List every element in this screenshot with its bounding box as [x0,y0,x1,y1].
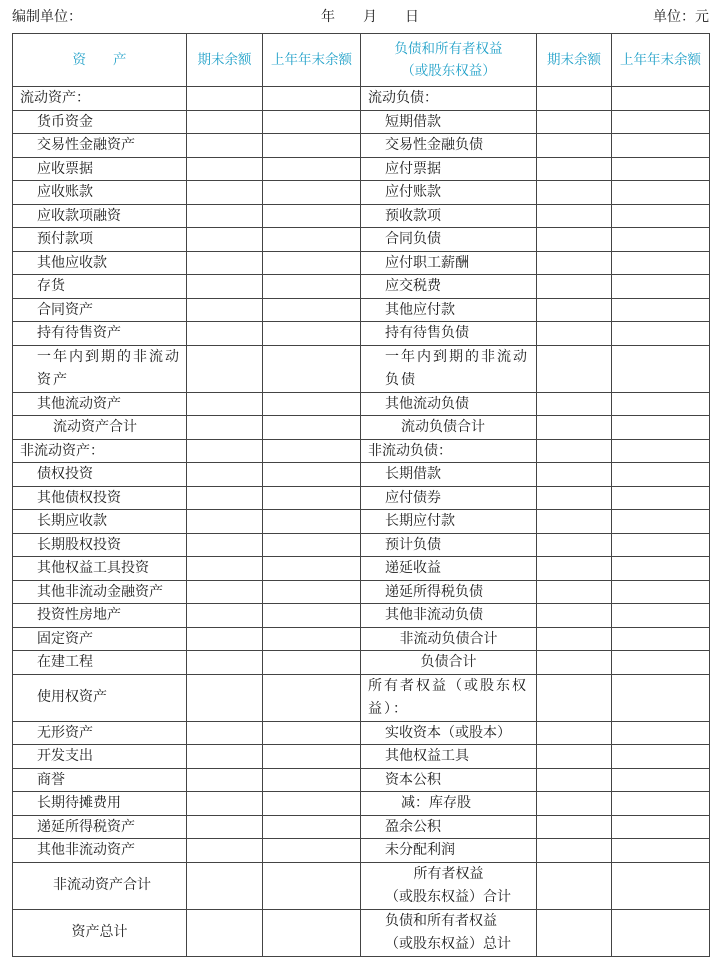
value-cell[interactable] [537,345,612,392]
equity-item: 未分配利润 [361,839,537,863]
asset-item: 固定资产 [13,627,187,651]
value-cell[interactable] [612,157,710,181]
value-cell[interactable] [187,322,263,346]
value-cell[interactable] [263,839,361,863]
table-row [13,674,710,721]
value-cell[interactable] [612,745,710,769]
value-cell[interactable] [537,134,612,158]
liability-subtotal: 流动负债合计 [361,416,537,440]
value-cell[interactable] [263,909,361,956]
value-cell[interactable] [187,815,263,839]
value-cell[interactable] [537,745,612,769]
liability-item: 应付职工薪酬 [361,251,537,275]
col-liabilities-equity [361,34,537,87]
value-cell[interactable] [537,251,612,275]
value-cell[interactable] [537,557,612,581]
value-cell[interactable] [537,110,612,134]
col-end-balance-2: 期末余额 [537,34,612,87]
value-cell[interactable] [537,228,612,252]
table-row [13,87,710,111]
value-cell[interactable] [263,815,361,839]
liability-item: 应付债券 [361,486,537,510]
value-cell[interactable] [537,815,612,839]
value-cell[interactable] [537,721,612,745]
value-cell[interactable] [537,792,612,816]
value-cell[interactable] [537,204,612,228]
value-cell[interactable] [537,580,612,604]
value-cell[interactable] [612,204,710,228]
value-cell[interactable] [612,87,710,111]
liability-item: 一年内到期的非流动负债 [361,345,537,392]
value-cell[interactable] [187,510,263,534]
value-cell[interactable] [187,486,263,510]
value-cell[interactable] [537,768,612,792]
value-cell[interactable] [612,604,710,628]
col-prior-balance-2: 上年年末余额 [612,34,710,87]
table-row [13,815,710,839]
value-cell[interactable] [612,392,710,416]
asset-item: 非流动资产： [13,439,187,463]
table-row [13,439,710,463]
asset-item: 投资性房地产 [13,604,187,628]
value-cell[interactable] [612,322,710,346]
liability-item: 长期应付款 [361,510,537,534]
asset-item: 开发支出 [13,745,187,769]
table-row [13,157,710,181]
asset-item: 商誉 [13,768,187,792]
value-cell[interactable] [263,463,361,487]
value-cell[interactable] [263,157,361,181]
col-liabilities-line1: 负债和所有者权益 [394,41,503,57]
value-cell[interactable] [537,839,612,863]
equity-item: 资本公积 [361,768,537,792]
equity-total-line2: （或股东权益）合计 [385,888,511,905]
value-cell[interactable] [612,533,710,557]
value-cell[interactable] [187,275,263,299]
asset-item: 应收款项融资 [13,204,187,228]
value-cell[interactable] [612,510,710,534]
value-cell[interactable] [187,651,263,675]
table-row [13,510,710,534]
liability-item: 预计负债 [361,533,537,557]
asset-item: 合同资产 [13,298,187,322]
value-cell[interactable] [612,275,710,299]
value-cell[interactable] [537,298,612,322]
value-cell[interactable] [537,862,612,909]
value-cell[interactable] [537,463,612,487]
liability-item: 应付账款 [361,181,537,205]
col-liabilities-line2: （或股东权益） [401,63,496,79]
value-cell[interactable] [263,87,361,111]
table-row [13,604,710,628]
table-row [13,204,710,228]
liability-item: 递延所得税负债 [361,580,537,604]
value-cell[interactable] [612,862,710,909]
liability-item: 其他应付款 [361,298,537,322]
value-cell[interactable] [263,204,361,228]
value-cell[interactable] [187,134,263,158]
value-cell[interactable] [537,486,612,510]
value-cell[interactable] [263,745,361,769]
liability-item: 其他非流动负债 [361,604,537,628]
liability-item: 非流动负债： [361,439,537,463]
value-cell[interactable] [612,181,710,205]
value-cell[interactable] [612,134,710,158]
date-label: 年 月 日 [321,9,419,25]
col-end-balance: 期末余额 [187,34,263,87]
liabilities-equity-total [361,909,537,956]
value-cell[interactable] [612,486,710,510]
value-cell[interactable] [187,839,263,863]
value-cell[interactable] [187,557,263,581]
table-row [13,228,710,252]
liability-item: 合同负债 [361,228,537,252]
value-cell[interactable] [187,768,263,792]
value-cell[interactable] [263,557,361,581]
liability-item: 长期借款 [361,463,537,487]
value-cell[interactable] [537,392,612,416]
value-cell[interactable] [263,604,361,628]
table-row [13,298,710,322]
asset-item: 债权投资 [13,463,187,487]
liability-subtotal: 非流动负债合计 [361,627,537,651]
value-cell[interactable] [187,463,263,487]
value-cell[interactable] [263,275,361,299]
table-row [13,345,710,392]
asset-item: 长期股权投资 [13,533,187,557]
table-row [13,110,710,134]
liability-item: 应交税费 [361,275,537,299]
equity-total-line1: 所有者权益 [413,865,484,882]
currency-unit-label: 单位：元 [653,9,709,25]
value-cell[interactable] [187,862,263,909]
equity-item: 其他权益工具 [361,745,537,769]
value-cell[interactable] [263,651,361,675]
value-cell[interactable] [187,792,263,816]
asset-item: 应收账款 [13,181,187,205]
value-cell[interactable] [187,674,263,721]
value-cell[interactable] [612,792,710,816]
value-cell[interactable] [187,721,263,745]
value-cell[interactable] [263,580,361,604]
value-cell[interactable] [263,416,361,440]
value-cell[interactable] [187,251,263,275]
value-cell[interactable] [612,228,710,252]
value-cell[interactable] [537,439,612,463]
value-cell[interactable] [187,627,263,651]
asset-item: 长期应收款 [13,510,187,534]
table-row [13,721,710,745]
report-header [0,6,721,28]
table-row [13,557,710,581]
value-cell[interactable] [263,674,361,721]
value-cell[interactable] [612,110,710,134]
value-cell[interactable] [263,721,361,745]
asset-item: 交易性金融资产 [13,134,187,158]
asset-item: 其他流动资产 [13,392,187,416]
equity-item: 实收资本（或股本） [361,721,537,745]
asset-item: 持有待售资产 [13,322,187,346]
value-cell[interactable] [263,298,361,322]
table-row [13,251,710,275]
value-cell[interactable] [187,909,263,956]
value-cell[interactable] [537,322,612,346]
asset-subtotal: 流动资产合计 [13,416,187,440]
value-cell[interactable] [263,228,361,252]
asset-item: 一年内到期的非流动资产 [13,345,187,392]
value-cell[interactable] [263,486,361,510]
asset-item: 长期待摊费用 [13,792,187,816]
value-cell[interactable] [187,439,263,463]
value-cell[interactable] [263,439,361,463]
table-row [13,533,710,557]
value-cell[interactable] [612,815,710,839]
value-cell[interactable] [537,157,612,181]
asset-item: 递延所得税资产 [13,815,187,839]
table-row [13,580,710,604]
value-cell[interactable] [537,416,612,440]
value-cell[interactable] [263,768,361,792]
asset-item: 其他非流动资产 [13,839,187,863]
table-row [13,486,710,510]
liability-item: 其他流动负债 [361,392,537,416]
value-cell[interactable] [187,228,263,252]
asset-item: 存货 [13,275,187,299]
value-cell[interactable] [263,110,361,134]
value-cell[interactable] [263,322,361,346]
value-cell[interactable] [187,87,263,111]
value-cell[interactable] [263,345,361,392]
value-cell[interactable] [263,251,361,275]
value-cell[interactable] [612,251,710,275]
asset-item: 货币资金 [13,110,187,134]
value-cell[interactable] [537,181,612,205]
value-cell[interactable] [612,768,710,792]
value-cell[interactable] [187,157,263,181]
table-row [13,463,710,487]
value-cell[interactable] [263,510,361,534]
table-row [13,322,710,346]
preparer-label: 编制单位： [12,9,82,25]
value-cell[interactable] [537,604,612,628]
value-cell[interactable] [537,909,612,956]
value-cell[interactable] [187,110,263,134]
table-row [13,275,710,299]
value-cell[interactable] [612,416,710,440]
value-cell[interactable] [612,651,710,675]
header-row [13,34,710,87]
value-cell[interactable] [263,862,361,909]
value-cell[interactable] [612,627,710,651]
liability-item: 短期借款 [361,110,537,134]
asset-item: 其他非流动金融资产 [13,580,187,604]
value-cell[interactable] [612,298,710,322]
table-row [13,768,710,792]
value-cell[interactable] [187,604,263,628]
value-cell[interactable] [537,651,612,675]
value-cell[interactable] [537,87,612,111]
value-cell[interactable] [187,392,263,416]
total-row [13,909,710,956]
liability-item: 持有待售负债 [361,322,537,346]
subtotal-row [13,862,710,909]
value-cell[interactable] [612,721,710,745]
liability-item: 应付票据 [361,157,537,181]
equity-item: 减：库存股 [361,792,537,816]
value-cell[interactable] [263,533,361,557]
value-cell[interactable] [612,345,710,392]
value-cell[interactable] [612,674,710,721]
value-cell[interactable] [537,533,612,557]
value-cell[interactable] [537,510,612,534]
liability-item: 预收款项 [361,204,537,228]
value-cell[interactable] [612,439,710,463]
value-cell[interactable] [612,463,710,487]
value-cell[interactable] [263,181,361,205]
balance-sheet-table [12,33,710,957]
value-cell[interactable] [187,533,263,557]
grand-total-line2: （或股东权益）总计 [385,935,511,952]
table-row [13,792,710,816]
asset-item: 应收票据 [13,157,187,181]
value-cell[interactable] [187,580,263,604]
col-prior-balance: 上年年末余额 [263,34,361,87]
table-row [13,745,710,769]
value-cell[interactable] [187,345,263,392]
value-cell[interactable] [187,204,263,228]
value-cell[interactable] [263,134,361,158]
table-row [13,392,710,416]
table-row [13,651,710,675]
value-cell[interactable] [612,839,710,863]
value-cell[interactable] [263,792,361,816]
table-row [13,839,710,863]
value-cell[interactable] [537,627,612,651]
value-cell[interactable] [187,181,263,205]
value-cell[interactable] [263,627,361,651]
asset-item: 无形资产 [13,721,187,745]
asset-item: 其他应收款 [13,251,187,275]
liability-total: 负债合计 [361,651,537,675]
liability-item: 递延收益 [361,557,537,581]
equity-total [361,862,537,909]
table-row [13,627,710,651]
value-cell[interactable] [537,674,612,721]
subtotal-row [13,416,710,440]
asset-item: 其他债权投资 [13,486,187,510]
equity-item: 盈余公积 [361,815,537,839]
value-cell[interactable] [612,557,710,581]
table-row [13,181,710,205]
equity-section-label: 所有者权益（或股东权益）： [361,674,537,721]
value-cell[interactable] [537,275,612,299]
value-cell[interactable] [612,580,710,604]
value-cell[interactable] [187,416,263,440]
asset-item: 其他权益工具投资 [13,557,187,581]
table-row [13,134,710,158]
liability-item: 流动负债： [361,87,537,111]
col-assets: 资 产 [13,34,187,87]
asset-item: 流动资产： [13,87,187,111]
asset-item: 在建工程 [13,651,187,675]
asset-total: 资产总计 [13,909,187,956]
value-cell[interactable] [187,298,263,322]
asset-item: 预付款项 [13,228,187,252]
value-cell[interactable] [612,909,710,956]
liability-item: 交易性金融负债 [361,134,537,158]
grand-total-line1: 负债和所有者权益 [385,912,497,929]
asset-subtotal: 非流动资产合计 [13,862,187,909]
value-cell[interactable] [187,745,263,769]
asset-item: 使用权资产 [13,674,187,721]
value-cell[interactable] [263,392,361,416]
